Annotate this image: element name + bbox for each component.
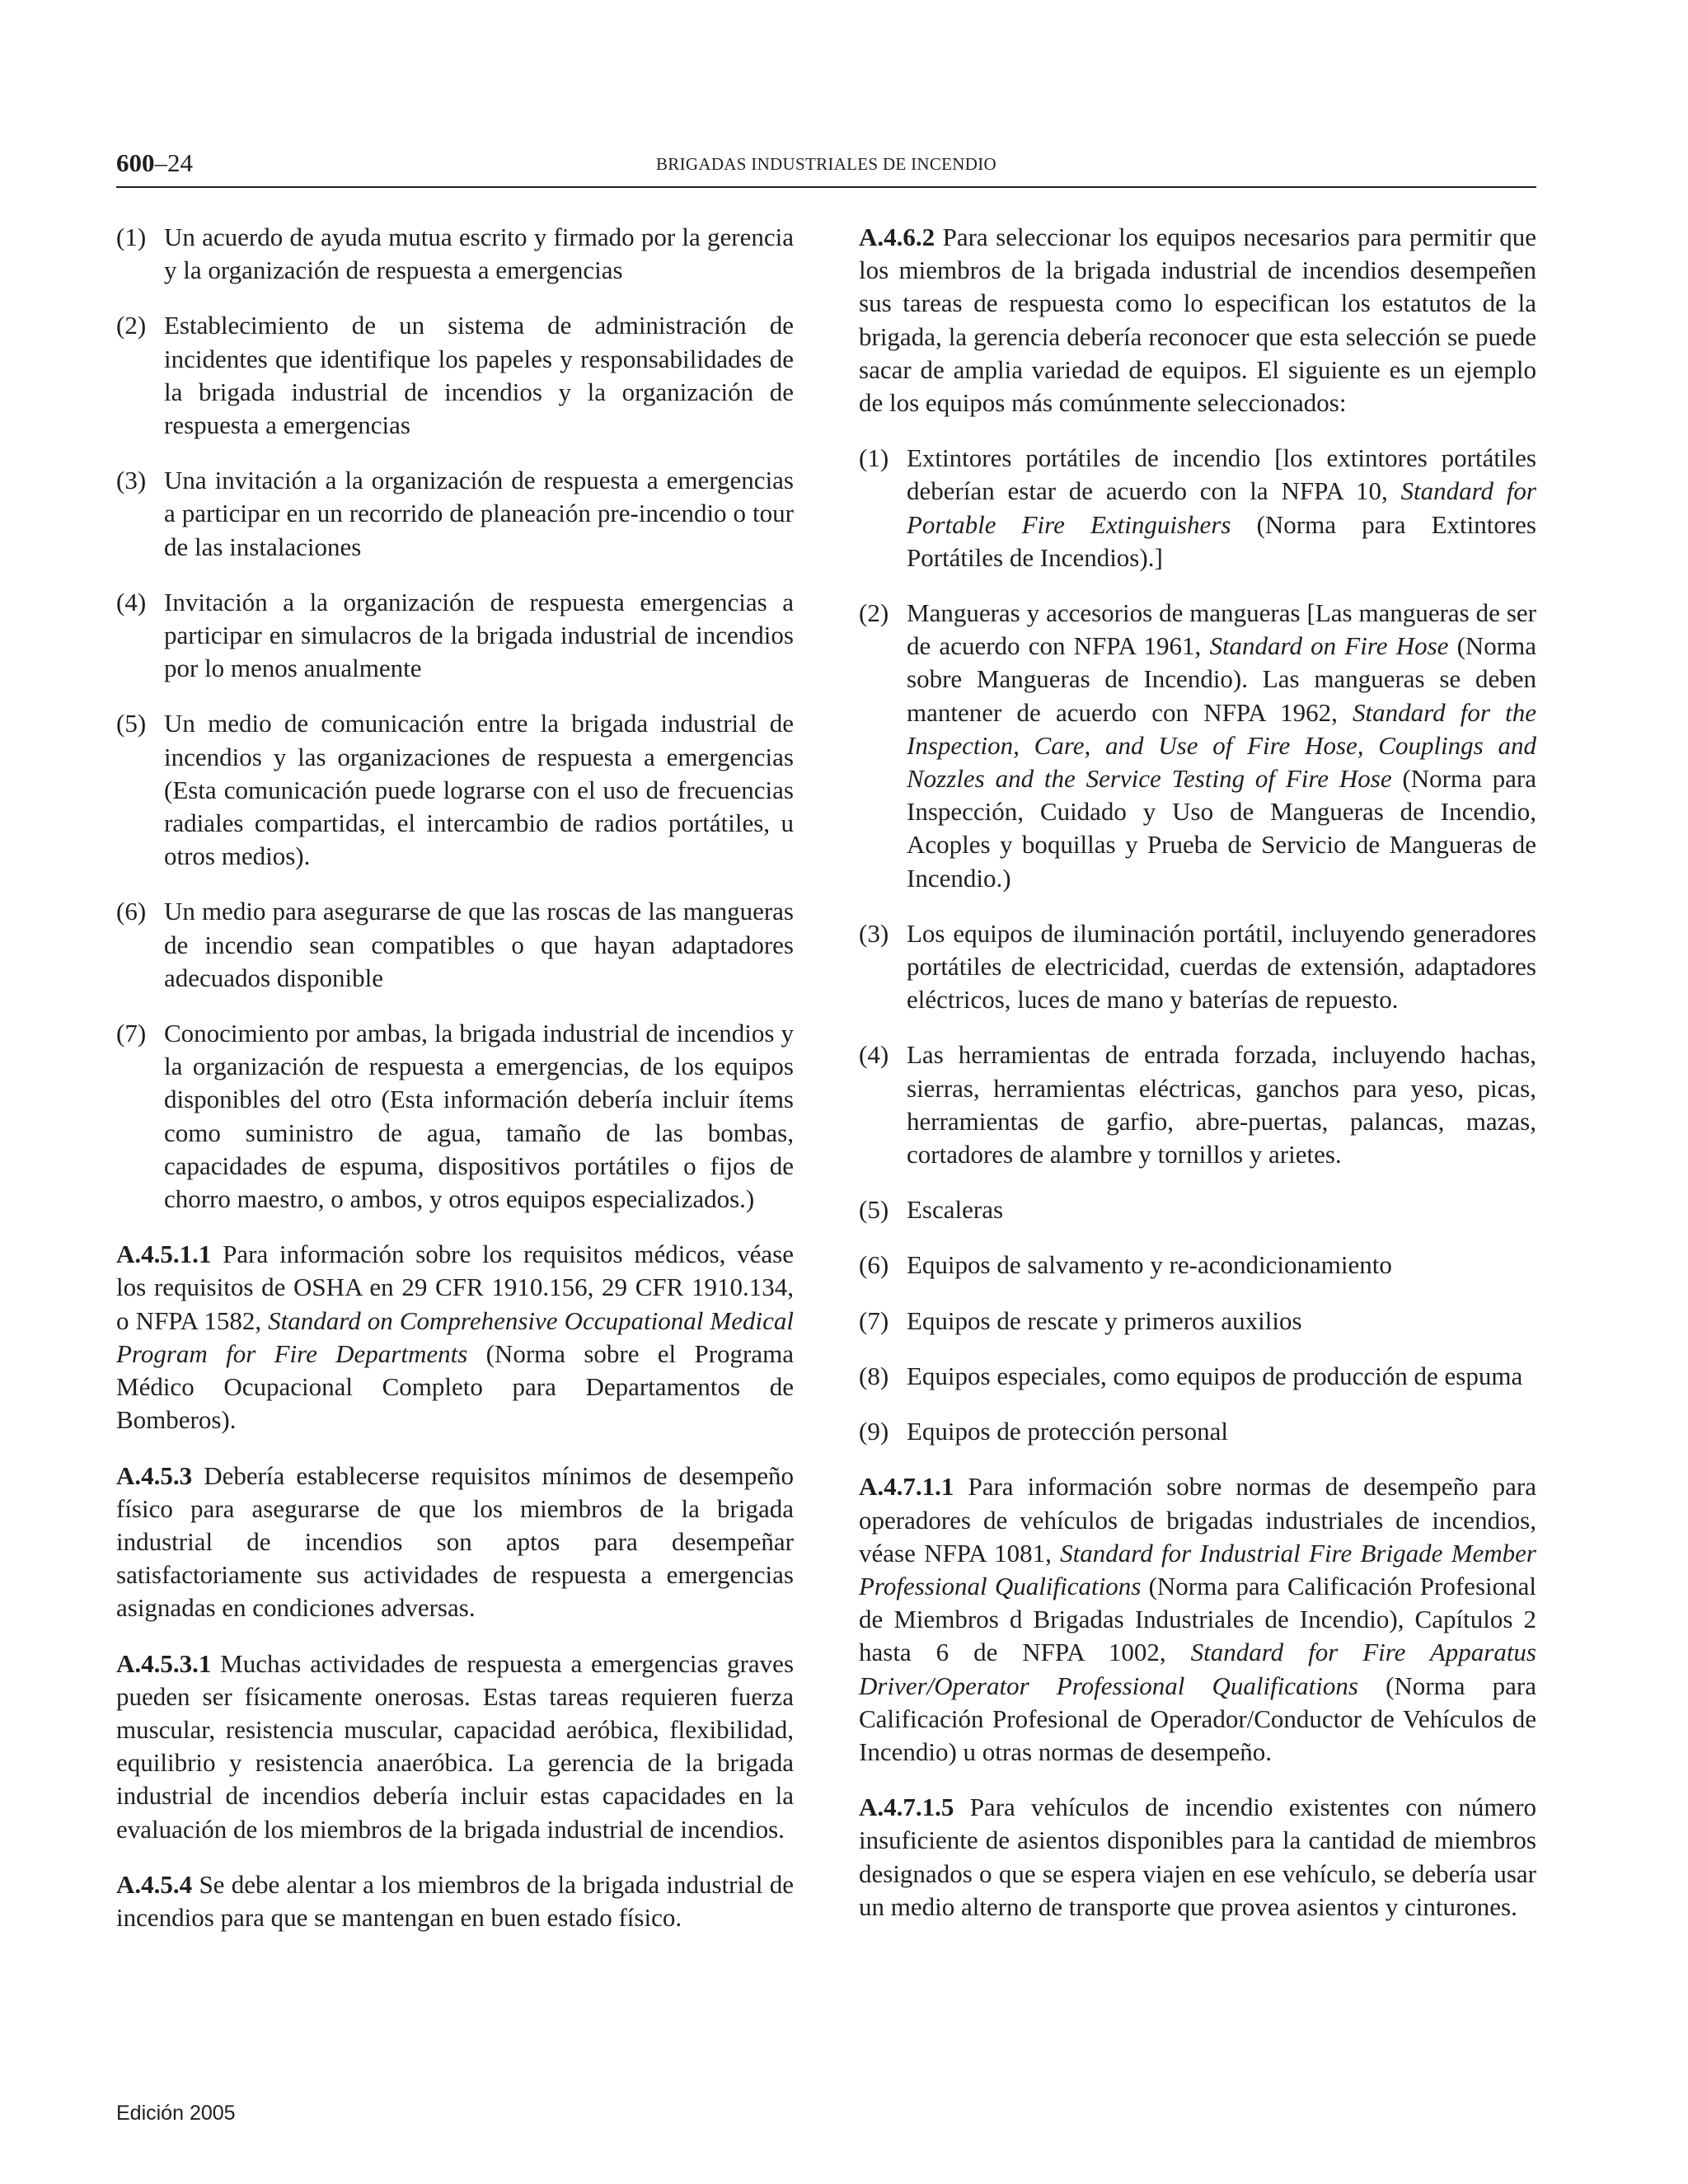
list-item-text: Equipos de protección personal: [907, 1417, 1228, 1446]
list-item-number: (7): [116, 1019, 147, 1048]
list-item-text: Los equipos de iluminación portátil, incluyendo generadores portátiles de electricidad, cuerdas de extensión, adaptadores eléctricos, luces de mano y baterías de repuesto.: [907, 918, 1536, 1015]
list-item: [116, 707, 794, 873]
page-number: 600–24: [116, 148, 193, 177]
list-item-number: (2): [859, 598, 889, 628]
right-column: [859, 221, 1536, 1946]
section-a-4-7-1-5: A.4.7.1.5 Para vehículos de incendio existentes con número insuficiente de asientos disponibles para la cantidad de miembros designados o que se espera viajen en ese vehículo, se debería usar un medio alterno de transporte que provea asientos y cinturones.: [859, 1793, 1537, 1921]
section-code: A.4.5.4: [116, 1869, 193, 1899]
list-item: [859, 1193, 1536, 1226]
section-code: A.4.5.3.1: [116, 1648, 212, 1678]
header-rule: [116, 186, 1536, 188]
standard-title: Standard on Fire Hose: [1209, 631, 1449, 661]
list-item-number: (6): [859, 1250, 889, 1280]
list-item: (2) Mangueras y accesorios de mangueras [Las mangueras de ser de acuerdo con NFPA 1961, Standard on Fire Hose (Norma sobre Mangueras de Incendio). Las mangueras se deben mantener de acuerdo con NFPA 1962, Standard for the Inspection, Care, and Use of Fire Hose, Couplings and Nozzles and the Service Testing of Fire Hose (Norma para Inspección, Cuidado y Uso de Mangueras de Incendio, Acoples y boquillas y Prueba de Servicio de Mangueras de Incendio.): [859, 598, 1537, 893]
edition-footer: Edición 2005: [116, 2102, 236, 2125]
running-title: BRIGADAS INDUSTRIALES DE INCENDIO: [656, 154, 996, 174]
list-item-number: (8): [859, 1361, 889, 1390]
list-item: [859, 1415, 1536, 1448]
standard-title: Standard on Comprehensive Occupational Medical Program for Fire Departments: [116, 1305, 794, 1368]
section-code: A.4.7.1.1: [859, 1472, 954, 1502]
list-item-text: Un acuerdo de ayuda mutua escrito y firmado por la gerencia y la organización de respuesta a emergencias: [164, 223, 794, 285]
standard-title: Standard for the Inspection, Care, and Use of Fire Hose, Couplings and Nozzles and the Service Testing of Fire Hose: [907, 697, 1537, 794]
section-code: A.4.6.2: [859, 223, 935, 251]
list-item-text: Establecimiento de un sistema de administración de incidentes que identifique los papeles y responsabilidades de la brigada industrial de incendios y la organización de respuesta a emergencias: [164, 311, 794, 440]
section-a-4-5-1-1: A.4.5.1.1 Para información sobre los requisitos médicos, véase los requisitos de OSHA en 29 CFR 1910.156, 29 CFR 1910.134, o NFPA 1582, Standard on Comprehensive Occupational Medical Program for Fire Departments (Norma sobre el Programa Médico Ocupacional Completo para Departamentos de Bomberos).: [116, 1240, 794, 1435]
list-item: [859, 917, 1536, 1017]
list-item: [859, 1360, 1536, 1393]
mutual-aid-list: [116, 221, 794, 1216]
section-code: A.4.5.3: [116, 1460, 193, 1490]
list-item-number: (6): [116, 897, 147, 926]
list-item-number: (4): [859, 1040, 889, 1070]
list-item: [116, 221, 794, 287]
section-a-4-6-2: A.4.6.2 Para seleccionar los equipos necesarios para permitir que los miembros de la brigada industrial de incendios desempeñen sus tareas de respuesta como lo especifican los estatutos de la brigada, la gerencia debería reconocer que esta selección se puede sacar de amplia variedad de equipos. El siguiente es un ejemplo de los equipos más comúnmente seleccionados:: [859, 223, 1536, 418]
list-item-number: (3): [116, 466, 147, 495]
section-a-4-5-3-1: A.4.5.3.1 Muchas actividades de respuesta a emergencias graves pueden ser físicamente onerosas. Estas tareas requieren fuerza muscular, resistencia muscular, capacidad aeróbica, flexibilidad, equilibrio y resistencia anaeróbica. La gerencia de la brigada industrial de incendios debería incluir estas capacidades en la evaluación de los miembros de la brigada industrial de incendios.: [116, 1648, 795, 1844]
section-code: A.4.5.1.1: [116, 1240, 212, 1269]
list-item: [116, 1017, 794, 1216]
list-item-text: Equipos de salvamento y re-acondicionamiento: [907, 1250, 1392, 1280]
list-item-text: Invitación a la organización de respuesta emergencias a participar en simulacros de la brigada industrial de incendios por lo menos anualmente: [164, 587, 794, 683]
left-column: [116, 221, 794, 1957]
standard-title: Standard for Industrial Fire Brigade Member Professional Qualifications: [859, 1538, 1536, 1601]
list-item-text: Una invitación a la organización de respuesta a emergencias a participar en un recorrido de planeación pre-incendio o tour de las instalaciones: [164, 466, 794, 561]
section-a-4-5-3: A.4.5.3 Debería establecerse requisitos mínimos de desempeño físico para asegurarse de que los miembros de la brigada industrial de incendios son aptos para desempeñar satisfactoriamente sus actividades de respuesta a emergencias asignadas en condiciones adversas.: [116, 1460, 794, 1623]
list-item: [859, 1038, 1536, 1171]
list-item-number: (1): [859, 443, 889, 473]
list-item: [116, 586, 794, 686]
section-code: A.4.7.1.5: [859, 1793, 954, 1822]
list-item-number: (9): [859, 1417, 889, 1446]
standard-title: Standard for Fire Apparatus Driver/Operator Professional Qualifications: [859, 1638, 1536, 1700]
list-item-text: Equipos de rescate y primeros auxilios: [907, 1305, 1302, 1335]
page-header: [116, 147, 1536, 188]
list-item-text: Conocimiento por ambas, la brigada industrial de incendios y la organización de respuesta a emergencias, de los equipos disponibles del otro (Esta información debería incluir ítems como suministro de agua, tamaño de las bombas, capacidades de espuma, dispositivos portátiles o fijos de chorro maestro, o ambos, y otros equipos especializados.): [164, 1019, 794, 1214]
section-a-4-7-1-1: A.4.7.1.1 Para información sobre normas de desempeño para operadores de vehículos de brigadas industriales de incendios, véase NFPA 1081, Standard for Industrial Fire Brigade Member Professional Qualifications (Norma para Calificación Profesional de Miembros d Brigadas Industriales de Incendio), Capítulos 2 hasta 6 de NFPA 1002, Standard for Fire Apparatus Driver/Operator Professional Qualifications (Norma para Calificación Profesional de Operador/Conductor de Vehículos de Incendio) u otras normas de desempeño.: [859, 1472, 1537, 1766]
list-item-number: (7): [859, 1305, 889, 1335]
list-item: (1) Extintores portátiles de incendio [los extintores portátiles deberían estar de acuerdo con la NFPA 10, Standard for Portable Fire Extinguishers (Norma para Extintores Portátiles de Incendios).]: [859, 443, 1536, 572]
list-item-number: (2): [116, 311, 147, 340]
list-item-number: (3): [859, 918, 889, 948]
standard-title: Standard for Portable Fire Extinguishers: [907, 476, 1536, 539]
list-item-text: Escaleras: [907, 1195, 1004, 1225]
list-item-number: (5): [859, 1195, 889, 1225]
section-a-4-5-4: A.4.5.4 Se debe alentar a los miembros de la brigada industrial de incendios para que se mantengan en buen estado físico.: [116, 1869, 795, 1932]
list-item-text: Equipos especiales, como equipos de producción de espuma: [907, 1361, 1523, 1390]
list-item: [116, 895, 794, 995]
list-item: [116, 464, 794, 564]
list-item-text: Un medio para asegurarse de que las roscas de las mangueras de incendio sean compatibles o que hayan adaptadores adecuados disponible: [164, 897, 794, 992]
list-item-number: (1): [116, 223, 147, 251]
list-item-number: (4): [116, 587, 147, 616]
list-item-number: (5): [116, 709, 147, 738]
list-item: [859, 1249, 1536, 1282]
list-item: [859, 1305, 1536, 1338]
equipment-list: [859, 442, 1536, 1448]
list-item-text: Las herramientas de entrada forzada, incluyendo hachas, sierras, herramientas eléctricas, ganchos para yeso, picas, herramientas de garfio, abre-puertas, palancas, mazas, cortadores de alambre y tornillos y arietes.: [907, 1040, 1536, 1169]
list-item: [116, 309, 794, 442]
list-item-text: Un medio de comunicación entre la brigada industrial de incendios y las organizaciones de respuesta a emergencias (Esta comunicación puede lograrse con el uso de frecuencias radiales compartidas, el intercambio de radios portátiles, u otros medios).: [164, 709, 794, 871]
